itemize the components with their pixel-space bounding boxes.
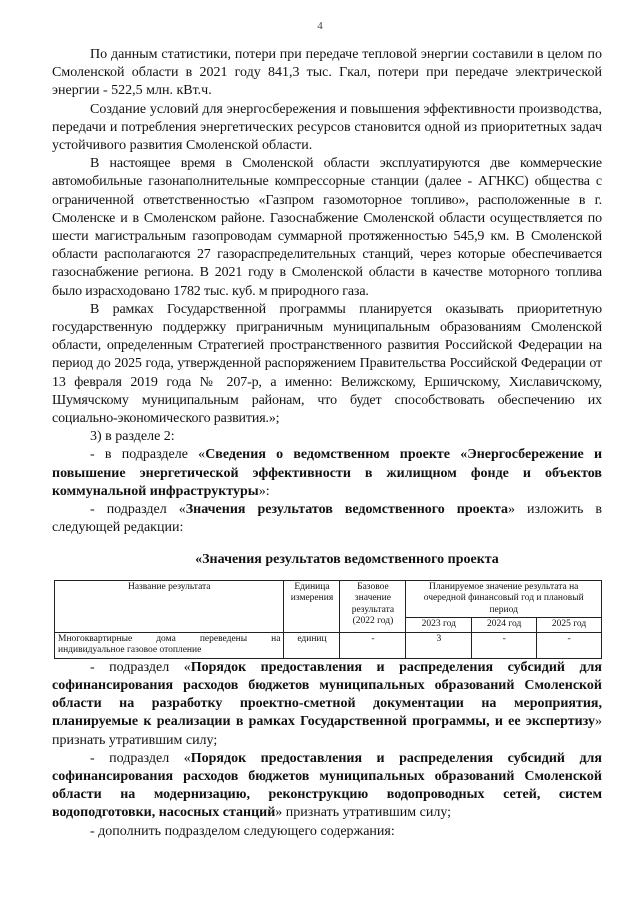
page-number: 4 bbox=[317, 20, 323, 32]
text-suffix: » признать утратившим силу; bbox=[52, 714, 602, 748]
text-suffix: »: bbox=[258, 483, 270, 499]
header-unit: Единица измерения bbox=[284, 580, 340, 632]
paragraph-subsection-info bbox=[52, 446, 602, 501]
text-suffix: » изложить в следующей редакции: bbox=[52, 502, 602, 536]
cell-unit: единиц bbox=[284, 632, 340, 658]
paragraph-section-2: 3) в разделе 2: bbox=[90, 429, 175, 445]
header-name: Название результата bbox=[55, 580, 284, 632]
text-prefix: - подраздел « bbox=[90, 750, 191, 766]
paragraph-border-support: В рамках Государственной программы планируется оказывать приоритетную государственную поддержку приграничным муниципальным образованиям Смоленской области, определенным Стратегией пространственного развития Российской Федерации на период до 2025 года, утвержденной распоряжением Правительства Российской Федерации от 13 февраля 2019 года № 207-р, а именно: Велижскому, Ершичскому, Хиславичскому, Шумячскому муниципальным районам, что будет способствовать обеспечению их социально-экономического развития.»; bbox=[52, 301, 602, 427]
cell-2025: - bbox=[537, 632, 602, 658]
table-title: «Значения результатов ведомственного проекта bbox=[195, 552, 499, 568]
header-planned: Планируемое значение результата на очередной финансовый год и плановый период bbox=[406, 580, 602, 618]
table-header-row bbox=[55, 580, 602, 618]
cell-name: Многоквартирные дома переведены на индивидуальное газовое отопление bbox=[55, 632, 284, 658]
text-suffix: » признать утратившим силу; bbox=[275, 805, 452, 821]
header-2025: 2025 год bbox=[537, 618, 602, 633]
text-prefix: - подраздел « bbox=[90, 659, 191, 675]
paragraph-energy-saving: Создание условий для энергосбережения и повышения эффективности производства, передачи и потребления энергетических ресурсов становится одной из приоритетных задач устойчивого развития Смоленской области. bbox=[52, 101, 602, 154]
header-2023: 2023 год bbox=[406, 618, 472, 633]
cell-2024: - bbox=[472, 632, 537, 658]
paragraph-subsection-results bbox=[52, 501, 602, 537]
table-row bbox=[55, 632, 602, 658]
subsection-title: Порядок предоставления и распределения субсидий для софинансирования расходов бюджетов муниципальных образований Смоленской области на разработку проектно-сметной документации на мероприятия, планируемые к реализации в рамках Государственной программы, и ее экспертизу bbox=[52, 659, 602, 730]
paragraph-add-subsection: - дополнить подразделом следующего содержания: bbox=[90, 823, 395, 839]
document-body bbox=[52, 46, 602, 841]
subsection-title: Сведения о ведомственном проекте «Энергосбережение и повышение энергетической эффективности в жилищном фонде и объектов коммунальной инфраструктуры bbox=[52, 447, 603, 499]
subsection-title: Порядок предоставления и распределения субсидий для софинансирования расходов бюджетов муниципальных образований Смоленской области на модернизацию, реконструкцию водопроводных сетей, систем водоподготовки, насосных станций bbox=[52, 750, 602, 821]
header-base: Базовое значение результата (2022 год) bbox=[340, 580, 406, 632]
paragraph-gas-stations: В настоящее время в Смоленской области эксплуатируются две коммерческие автомобильные газонаполнительные компрессорные станции (далее - АГНКС) общества с ограниченной ответственностью «Газпром газомоторное топливо», расположенные в г. Смоленске и в Смоленском районе. Газоснабжение Смоленской области осуществляется по шести магистральным газопроводам суммарной протяженностью 545,9 км. В Смоленской области располагаются 27 газораспределительных станций, через которые обеспечивается газоснабжение региона. В 2021 году в Смоленской области в качестве моторного топлива было израсходовано 1782 тыс. куб. м природного газа. bbox=[52, 156, 602, 299]
cell-base: - bbox=[340, 632, 406, 658]
paragraph-subsidy-water bbox=[52, 750, 602, 823]
subsection-title: Значения результатов ведомственного проекта bbox=[185, 502, 508, 518]
text-prefix: - подраздел « bbox=[90, 502, 186, 518]
paragraph-subsidy-design bbox=[52, 659, 602, 750]
paragraph-losses: По данным статистики, потери при передаче тепловой энергии составили в целом по Смоленской области в 2021 году 841,3 тыс. Гкал, потери при передаче электрической энергии - 522,5 млн. кВт.ч. bbox=[52, 47, 602, 99]
text-prefix: - в подразделе « bbox=[90, 447, 206, 463]
results-table bbox=[54, 580, 602, 659]
cell-2023: 3 bbox=[406, 632, 472, 658]
header-2024: 2024 год bbox=[472, 618, 537, 633]
